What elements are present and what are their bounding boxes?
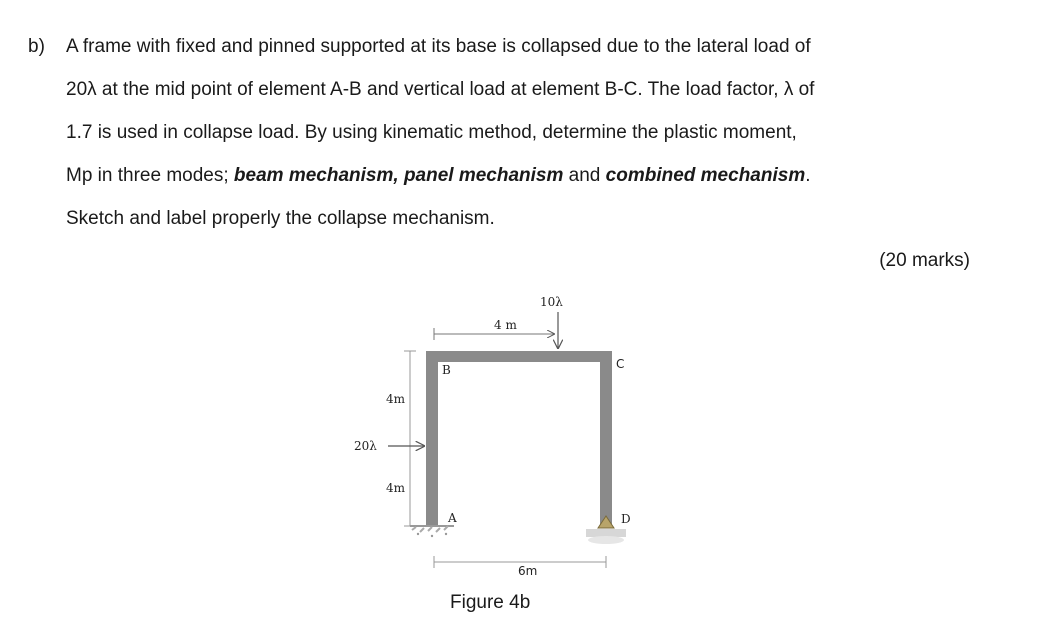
dim-upper-label: 4m xyxy=(386,392,406,406)
dim-lower-label: 4m xyxy=(386,481,406,495)
node-d-label: D xyxy=(621,512,631,526)
question-line-5: Sketch and label properly the collapse mechanism. xyxy=(66,208,495,229)
column-cd xyxy=(600,351,612,526)
question-label: b) xyxy=(28,36,45,57)
frame-figure xyxy=(340,288,660,588)
node-b-label: B xyxy=(442,363,451,377)
marks-label: (20 marks) xyxy=(879,250,970,271)
line4-emphasis-combined: combined mechanism xyxy=(605,165,806,186)
fixed-support-a xyxy=(410,526,454,537)
line4-period: . xyxy=(805,165,811,186)
dim-top-label: 4 m xyxy=(494,318,517,332)
question-line-3: 1.7 is used in collapse load. By using kinematic method, determine the plastic moment, xyxy=(66,122,797,143)
question-line-4 xyxy=(66,165,811,187)
figure-caption: Figure 4b xyxy=(450,592,531,613)
load-side-label: 20λ xyxy=(354,439,377,453)
load-top-label: 10λ xyxy=(540,295,563,309)
line4-text-and: and xyxy=(563,165,606,186)
beam-bc xyxy=(426,351,612,362)
column-ab xyxy=(426,351,438,526)
question-line-2: 20λ at the mid point of element A-B and vertical load at element B-C. The load factor, λ of xyxy=(66,79,815,100)
question-line-1: A frame with fixed and pinned supported at its base is collapsed due to the lateral load of xyxy=(66,36,811,57)
line4-text-a: Mp in three modes; xyxy=(66,165,234,186)
line4-emphasis-beam-panel: beam mechanism, panel mechanism xyxy=(233,165,564,186)
pinned-support-d xyxy=(586,516,626,544)
node-a-label: A xyxy=(448,511,457,525)
node-c-label: C xyxy=(616,357,625,371)
dim-bottom-label: 6m xyxy=(518,564,538,578)
